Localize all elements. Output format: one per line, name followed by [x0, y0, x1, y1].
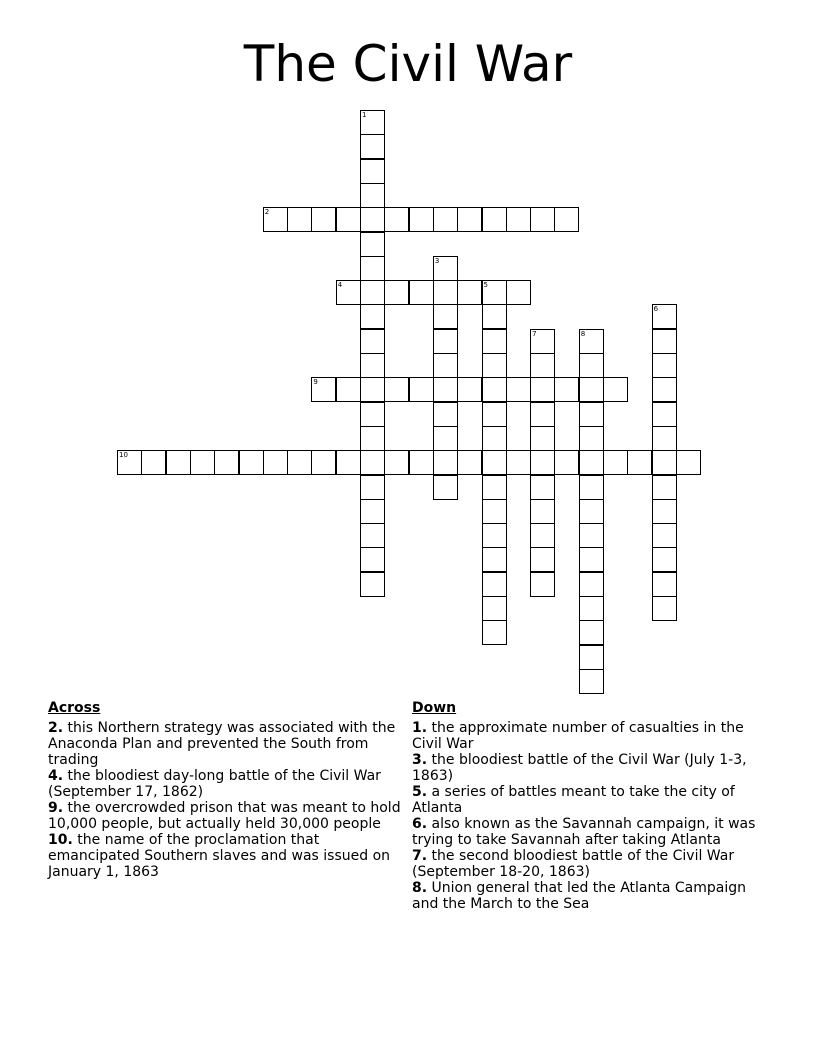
- grid-cell[interactable]: [384, 280, 409, 305]
- puzzle-title: The Civil War: [243, 35, 573, 93]
- grid-cell[interactable]: [579, 353, 604, 378]
- grid-cell[interactable]: [482, 547, 507, 572]
- clue-item: 2. this Northern strategy was associated with the Anaconda Plan and prevented the South from trading: [48, 720, 396, 768]
- clue-item: 5. a series of battles meant to take the city of Atlanta: [412, 784, 735, 816]
- cell-number: 4: [337, 281, 343, 290]
- grid-cell[interactable]: [506, 207, 531, 232]
- grid-cell[interactable]: [360, 523, 385, 548]
- grid-cell[interactable]: [652, 450, 677, 475]
- grid-cell[interactable]: [287, 207, 312, 232]
- grid-cell[interactable]: [141, 450, 166, 475]
- grid-cell[interactable]: [360, 475, 385, 500]
- grid-cell[interactable]: [360, 450, 385, 475]
- grid-cell[interactable]: [579, 620, 604, 645]
- grid-cell[interactable]: [360, 426, 385, 451]
- grid-cell[interactable]: [433, 304, 458, 329]
- grid-cell[interactable]: [482, 523, 507, 548]
- grid-cell[interactable]: [652, 596, 677, 621]
- grid-cell[interactable]: [652, 547, 677, 572]
- grid-cell[interactable]: [652, 377, 677, 402]
- grid-cell[interactable]: [482, 572, 507, 597]
- across-clues: [48, 700, 403, 880]
- grid-cell[interactable]: [530, 499, 555, 524]
- grid-cell[interactable]: [579, 499, 604, 524]
- grid-cell[interactable]: [360, 304, 385, 329]
- grid-cell[interactable]: [530, 523, 555, 548]
- grid-cell[interactable]: [360, 402, 385, 427]
- grid-cell[interactable]: [579, 402, 604, 427]
- grid-cell[interactable]: [360, 353, 385, 378]
- grid-cell[interactable]: [652, 572, 677, 597]
- clue-item: 8. Union general that led the Atlanta Campaign and the March to the Sea: [412, 880, 747, 912]
- grid-cell[interactable]: [530, 207, 555, 232]
- clue-item: 3. the bloodiest battle of the Civil War (July 1-3, 1863): [412, 752, 747, 784]
- grid-cell[interactable]: [482, 450, 507, 475]
- grid-cell[interactable]: [579, 450, 604, 475]
- grid-cell[interactable]: [433, 402, 458, 427]
- grid-cell[interactable]: [482, 499, 507, 524]
- grid-cell[interactable]: [360, 134, 385, 159]
- grid-cell[interactable]: [652, 499, 677, 524]
- grid-cell[interactable]: [579, 669, 604, 694]
- grid-cell[interactable]: [433, 280, 458, 305]
- grid-cell[interactable]: [530, 377, 555, 402]
- grid-cell[interactable]: [482, 596, 507, 621]
- down-heading: Down: [412, 700, 457, 716]
- grid-cell[interactable]: [603, 377, 628, 402]
- grid-cell[interactable]: [652, 329, 677, 354]
- grid-cell[interactable]: [287, 450, 312, 475]
- grid-cell[interactable]: [530, 547, 555, 572]
- cell-number: 9: [313, 378, 318, 387]
- grid-cell[interactable]: [652, 426, 677, 451]
- grid-cell[interactable]: [457, 207, 482, 232]
- grid-cell[interactable]: [433, 353, 458, 378]
- grid-cell[interactable]: [506, 280, 531, 305]
- grid-cell[interactable]: [530, 402, 555, 427]
- clue-item: 10. the name of the proclamation that emancipated Southern slaves and was issued on January 1, 1863: [48, 832, 391, 880]
- cell-number: 5: [483, 281, 488, 290]
- grid-cell[interactable]: [627, 450, 652, 475]
- cell-number: 7: [532, 329, 537, 338]
- grid-cell[interactable]: [409, 377, 434, 402]
- grid-cell[interactable]: [409, 450, 434, 475]
- grid-cell[interactable]: [457, 377, 482, 402]
- cell-number: 3: [434, 256, 440, 265]
- grid-cell[interactable]: [482, 377, 507, 402]
- grid-cell[interactable]: [579, 547, 604, 572]
- grid-cell[interactable]: [652, 523, 677, 548]
- grid-cell[interactable]: [482, 402, 507, 427]
- clue-item: 1. the approximate number of casualties in the Civil War: [412, 720, 744, 752]
- cell-number: 6: [653, 305, 659, 314]
- grid-cell[interactable]: [652, 353, 677, 378]
- grid-cell[interactable]: [360, 256, 385, 281]
- clue-item: 7. the second bloodiest battle of the Civil War (September 18-20, 1863): [412, 848, 735, 880]
- grid-cell[interactable]: [530, 450, 555, 475]
- grid-cell[interactable]: [433, 450, 458, 475]
- grid-cell[interactable]: [652, 402, 677, 427]
- down-clues: [412, 700, 767, 912]
- grid-cell[interactable]: [482, 280, 507, 305]
- grid-cell[interactable]: [579, 329, 604, 354]
- grid-cell[interactable]: [482, 304, 507, 329]
- grid-cell[interactable]: [530, 329, 555, 354]
- grid-cell[interactable]: [360, 499, 385, 524]
- grid-cell[interactable]: [311, 207, 336, 232]
- grid-cell[interactable]: [554, 450, 579, 475]
- grid-cell[interactable]: [579, 426, 604, 451]
- grid-cell[interactable]: [190, 450, 215, 475]
- grid-cell[interactable]: [384, 450, 409, 475]
- grid-cell[interactable]: [652, 475, 677, 500]
- grid-cell[interactable]: [676, 450, 701, 475]
- grid-cell[interactable]: [433, 377, 458, 402]
- grid-cell[interactable]: [530, 426, 555, 451]
- grid-cell[interactable]: [530, 572, 555, 597]
- cell-number: 8: [580, 329, 586, 338]
- grid-cell[interactable]: [579, 572, 604, 597]
- clue-item: 4. the bloodiest day-long battle of the Civil War (September 17, 1862): [48, 768, 381, 800]
- grid-cell[interactable]: [214, 450, 239, 475]
- grid-cell[interactable]: [360, 183, 385, 208]
- grid-cell[interactable]: [360, 110, 385, 135]
- grid-cell[interactable]: [311, 377, 336, 402]
- grid-cell[interactable]: [263, 207, 288, 232]
- grid-cell[interactable]: [579, 596, 604, 621]
- grid-cell[interactable]: [482, 620, 507, 645]
- grid-cell[interactable]: [579, 475, 604, 500]
- grid-cell[interactable]: [166, 450, 191, 475]
- grid-cell[interactable]: [579, 523, 604, 548]
- grid-cell[interactable]: [433, 475, 458, 500]
- grid-cell[interactable]: [530, 475, 555, 500]
- grid-cell[interactable]: [360, 377, 385, 402]
- grid-cell[interactable]: [482, 475, 507, 500]
- grid-cell[interactable]: [336, 207, 361, 232]
- grid-cell[interactable]: [652, 304, 677, 329]
- grid-cell[interactable]: [554, 207, 579, 232]
- grid-cell[interactable]: [263, 450, 288, 475]
- grid-cell[interactable]: [579, 377, 604, 402]
- grid-cell[interactable]: [384, 377, 409, 402]
- grid-cell[interactable]: [482, 426, 507, 451]
- grid-cell[interactable]: [409, 280, 434, 305]
- across-heading: Across: [48, 700, 101, 716]
- grid-cell[interactable]: [579, 645, 604, 670]
- grid-cell[interactable]: [457, 280, 482, 305]
- grid-cell[interactable]: [433, 207, 458, 232]
- grid-cell[interactable]: [360, 280, 385, 305]
- grid-cell[interactable]: [409, 207, 434, 232]
- grid-cell[interactable]: [457, 450, 482, 475]
- grid-cell[interactable]: [506, 450, 531, 475]
- grid-cell[interactable]: [360, 329, 385, 354]
- grid-cell[interactable]: [554, 377, 579, 402]
- grid-cell[interactable]: [311, 450, 336, 475]
- grid-cell[interactable]: [482, 353, 507, 378]
- grid-cell[interactable]: [603, 450, 628, 475]
- cell-number: 2: [264, 208, 270, 217]
- grid-cell[interactable]: [239, 450, 264, 475]
- grid-cell[interactable]: [384, 207, 409, 232]
- cell-number: 1: [362, 111, 367, 119]
- cell-number: 10: [119, 451, 128, 460]
- grid-cell[interactable]: [433, 329, 458, 354]
- grid-cell[interactable]: [506, 377, 531, 402]
- grid-cell[interactable]: [433, 426, 458, 451]
- grid-cell[interactable]: [482, 207, 507, 232]
- grid-cell[interactable]: [433, 256, 458, 281]
- grid-cell[interactable]: [482, 329, 507, 354]
- grid-cell[interactable]: [336, 280, 361, 305]
- grid-cell[interactable]: [360, 547, 385, 572]
- grid-cell[interactable]: [530, 353, 555, 378]
- grid-cell[interactable]: [336, 377, 361, 402]
- grid-cell[interactable]: [360, 572, 385, 597]
- grid-cell[interactable]: [117, 450, 142, 475]
- clue-item: 9. the overcrowded prison that was meant to hold 10,000 people, but actually held 30,000 people: [48, 800, 401, 832]
- grid-cell[interactable]: [336, 450, 361, 475]
- grid-cell[interactable]: [360, 207, 385, 232]
- clue-item: 6. also known as the Savannah campaign, it was trying to take Savannah after taking Atlanta: [412, 816, 756, 848]
- grid-cell[interactable]: [360, 232, 385, 257]
- grid-cell[interactable]: [360, 159, 385, 184]
